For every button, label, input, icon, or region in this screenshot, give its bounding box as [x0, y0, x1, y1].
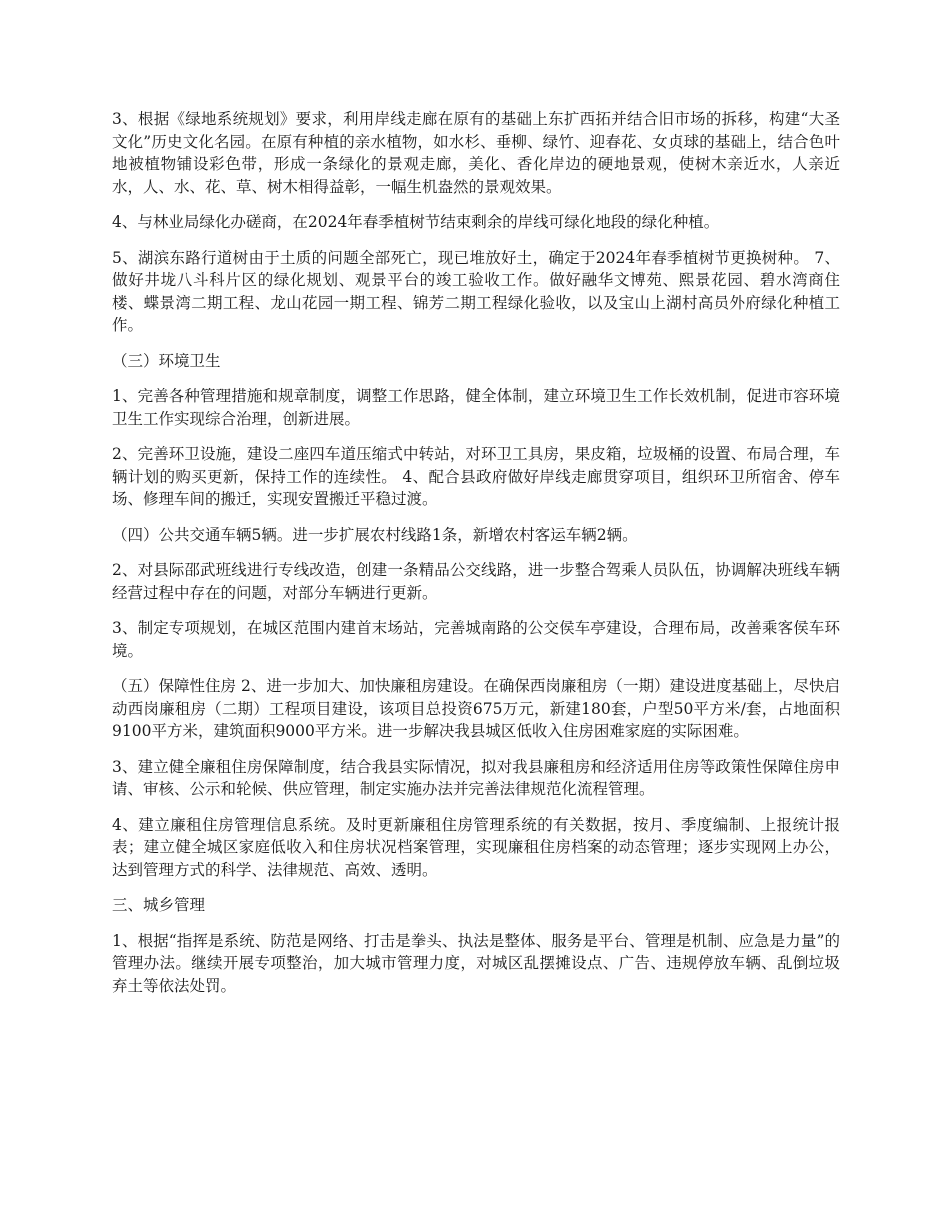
document-page: [112, 108, 840, 1010]
section-heading-public-transport: （四）公共交通车辆5辆。进一步扩展农村线路1条，新增农村客运车辆2辆。: [112, 525, 638, 544]
paragraph-transport-2: 2、对县际邵武班线进行专线改造，创建一条精品公交线路，进一步整合驾乘人员队伍，协调解决班线车辆经营过程中存在的问题，对部分车辆进行更新。: [112, 561, 840, 602]
paragraph-urban-management-1: 1、根据“指挥是系统、防范是网络、打击是拳头、执法是整体、服务是平台、管理是机制、应急是力量”的管理办法。继续开展专项整治，加大城市管理力度，对城区乱摆摊设点、广告、违规停放车辆、乱倒垃圾弃土等依法处罚。: [112, 931, 840, 995]
paragraph-environment-1: 1、完善各种管理措施和规章制度，调整工作思路，健全体制，建立环境卫生工作长效机制，促进市容环境卫生工作实现综合治理，创新进展。: [112, 387, 840, 428]
paragraph-housing-3: 3、建立健全廉租住房保障制度，结合我县实际情况，拟对我县廉租房和经济适用住房等政策性保障住房申请、审核、公示和轮候、供应管理，制定实施办法并完善法律规范化流程管理。: [112, 757, 840, 798]
paragraph-greening-5: 5、湖滨东路行道树由于土质的问题全部死亡，现已堆放好土，确定于2024年春季植树节更换树种。 7、做好井垅八斗科片区的绿化规划、观景平台的竣工验收工作。做好融华文博苑、熙景花园、碧水湾商住楼、蝶景湾二期工程、龙山花园一期工程、锦芳二期工程绿化验收，以及宝山上湖村高员外府绿化种植工作。: [112, 248, 840, 334]
paragraph-housing-4: 4、建立廉租住房管理信息系统。及时更新廉租住房管理系统的有关数据，按月、季度编制、上报统计报表；建立健全城区家庭低收入和住房状况档案管理，实现廉租住房档案的动态管理；逐步实现网上办公，达到管理方式的科学、法律规范、高效、透明。: [112, 815, 840, 879]
section-heading-environment: （三）环境卫生: [112, 351, 221, 370]
section-heading-housing: （五）保障性住房 2、进一步加大、加快廉租房建设。在确保西岗廉租房（一期）建设进度基础上，尽快启动西岗廉租房（二期）工程项目建设，该项目总投资675万元，新建180套，户型50平方米/套，占地面积9100平方米，建筑面积9000平方米。进一步解决我县城区低收入住房困难家庭的实际困难。: [112, 677, 840, 740]
paragraph-greening-4: 4、与林业局绿化办磋商，在2024年春季植树节结束剩余的岸线可绿化地段的绿化种植。: [112, 213, 720, 231]
paragraph-environment-2: 2、完善环卫设施，建设二座四车道压缩式中转站，对环卫工具房，果皮箱，垃圾桶的设置、布局合理，车辆计划的购买更新，保持工作的连续性。 4、配合县政府做好岸线走廊贯穿项目，组织环卫所宿舍、停车场、修理车间的搬迁，实现安置搬迁平稳过渡。: [112, 445, 840, 508]
section-heading-urban-management: 三、城乡管理: [112, 896, 206, 914]
paragraph-transport-3: 3、制定专项规划，在城区范围内建首末场站，完善城南路的公交侯车亭建设，合理布局，改善乘客侯车环境。: [112, 619, 840, 660]
paragraph-greening-3: 3、根据《绿地系统规划》要求，利用岸线走廊在原有的基础上东扩西拓并结合旧市场的拆移，构建“大圣文化”历史文化名园。在原有种植的亲水植物，如水杉、垂柳、绿竹、迎春花、女贞球的基础上，结合色叶地被植物铺设彩色带，形成一条绿化的景观走廊，美化、香化岸边的硬地景观，使树木亲近水，人亲近水，人、水、花、草、树木相得益彰，一幅生机盎然的景观效果。: [112, 110, 840, 196]
